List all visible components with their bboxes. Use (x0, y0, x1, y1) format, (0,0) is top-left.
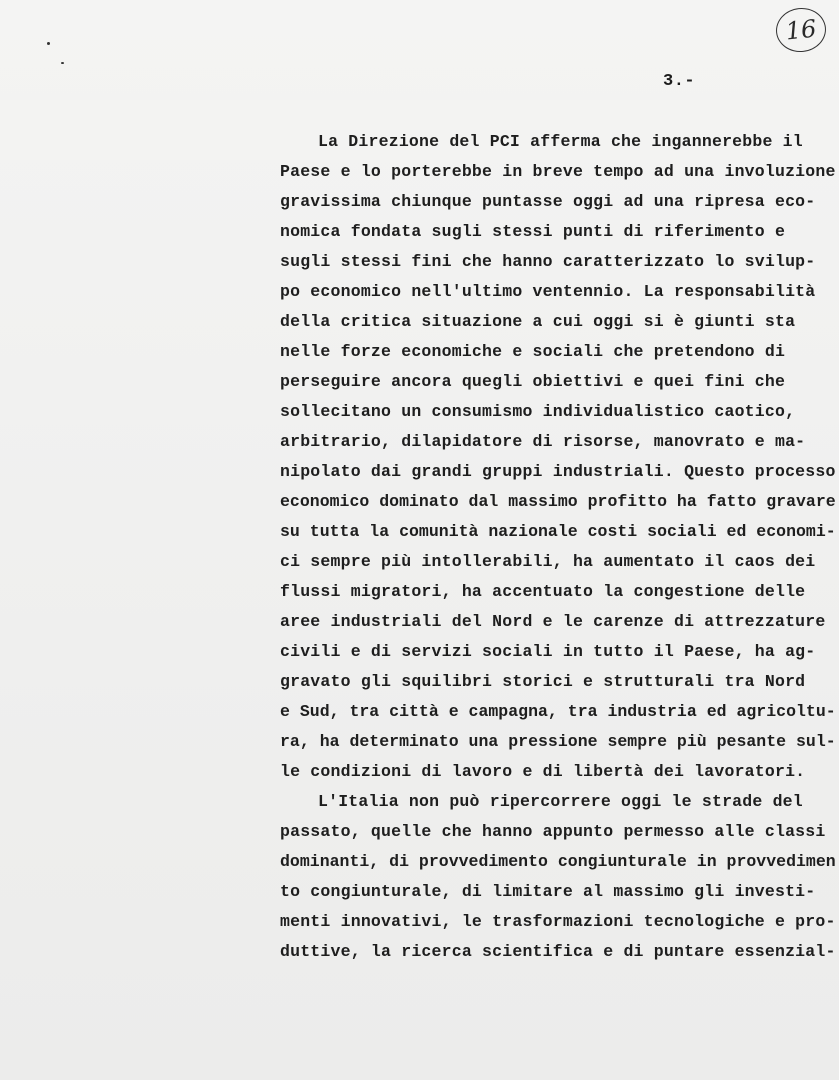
text-line: gravato gli squilibri storici e strutturali tra Nord (280, 672, 806, 691)
text-line: menti innovativi, le trasformazioni tecnologiche e pro- (280, 912, 836, 931)
text-line: civili e di servizi sociali in tutto il Paese, ha ag- (280, 642, 816, 661)
text-line: dominanti, di provvedimento congiunturale in provvedimen (280, 852, 836, 871)
text-line: L'Italia non può ripercorrere oggi le strade del (318, 792, 803, 811)
text-line: passato, quelle che hanno appunto permesso alle classi (280, 822, 826, 841)
page-number: 3.- (663, 72, 696, 91)
text-line: su tutta la comunità nazionale costi sociali ed economi- (280, 522, 836, 541)
text-line: sugli stessi fini che hanno caratterizzato lo svilup- (280, 252, 816, 271)
text-line: flussi migratori, ha accentuato la congestione delle (280, 582, 806, 601)
text-line: perseguire ancora quegli obiettivi e quei fini che (280, 372, 786, 391)
text-line: economico dominato dal massimo profitto ha fatto gravare (280, 492, 836, 511)
text-line: ra, ha determinato una pressione sempre più pesante sul- (280, 732, 836, 751)
text-line: La Direzione del PCI afferma che ingannerebbe il (318, 132, 803, 151)
ink-mark (47, 42, 50, 45)
text-line: po economico nell'ultimo ventennio. La responsabilità (280, 282, 816, 301)
text-line: della critica situazione a cui oggi si è giunti sta (280, 312, 796, 331)
text-line: aree industriali del Nord e le carenze di attrezzature (280, 612, 826, 631)
archive-number-stamp: 16 (774, 6, 828, 55)
text-line: arbitrario, dilapidatore di risorse, manovrato e ma- (280, 432, 806, 451)
text-line: nomica fondata sugli stessi punti di riferimento e (280, 222, 786, 241)
text-line: to congiunturale, di limitare al massimo gli investi- (280, 882, 816, 901)
text-line: Paese e lo porterebbe in breve tempo ad una involuzione (280, 162, 836, 181)
text-line: gravissima chiunque puntasse oggi ad una ripresa eco- (280, 192, 816, 211)
text-line: nelle forze economiche e sociali che pretendono di (280, 342, 786, 361)
text-line: nipolato dai grandi gruppi industriali. Questo processo (280, 462, 836, 481)
text-line: le condizioni di lavoro e di libertà dei lavoratori. (280, 762, 806, 781)
text-line: ci sempre più intollerabili, ha aumentato il caos dei (280, 552, 816, 571)
ink-mark (61, 62, 64, 64)
text-line: duttive, la ricerca scientifica e di puntare essenzial- (280, 942, 836, 961)
text-line: sollecitano un consumismo individualistico caotico, (280, 402, 796, 421)
text-line: e Sud, tra città e campagna, tra industria ed agricoltu- (280, 702, 836, 721)
